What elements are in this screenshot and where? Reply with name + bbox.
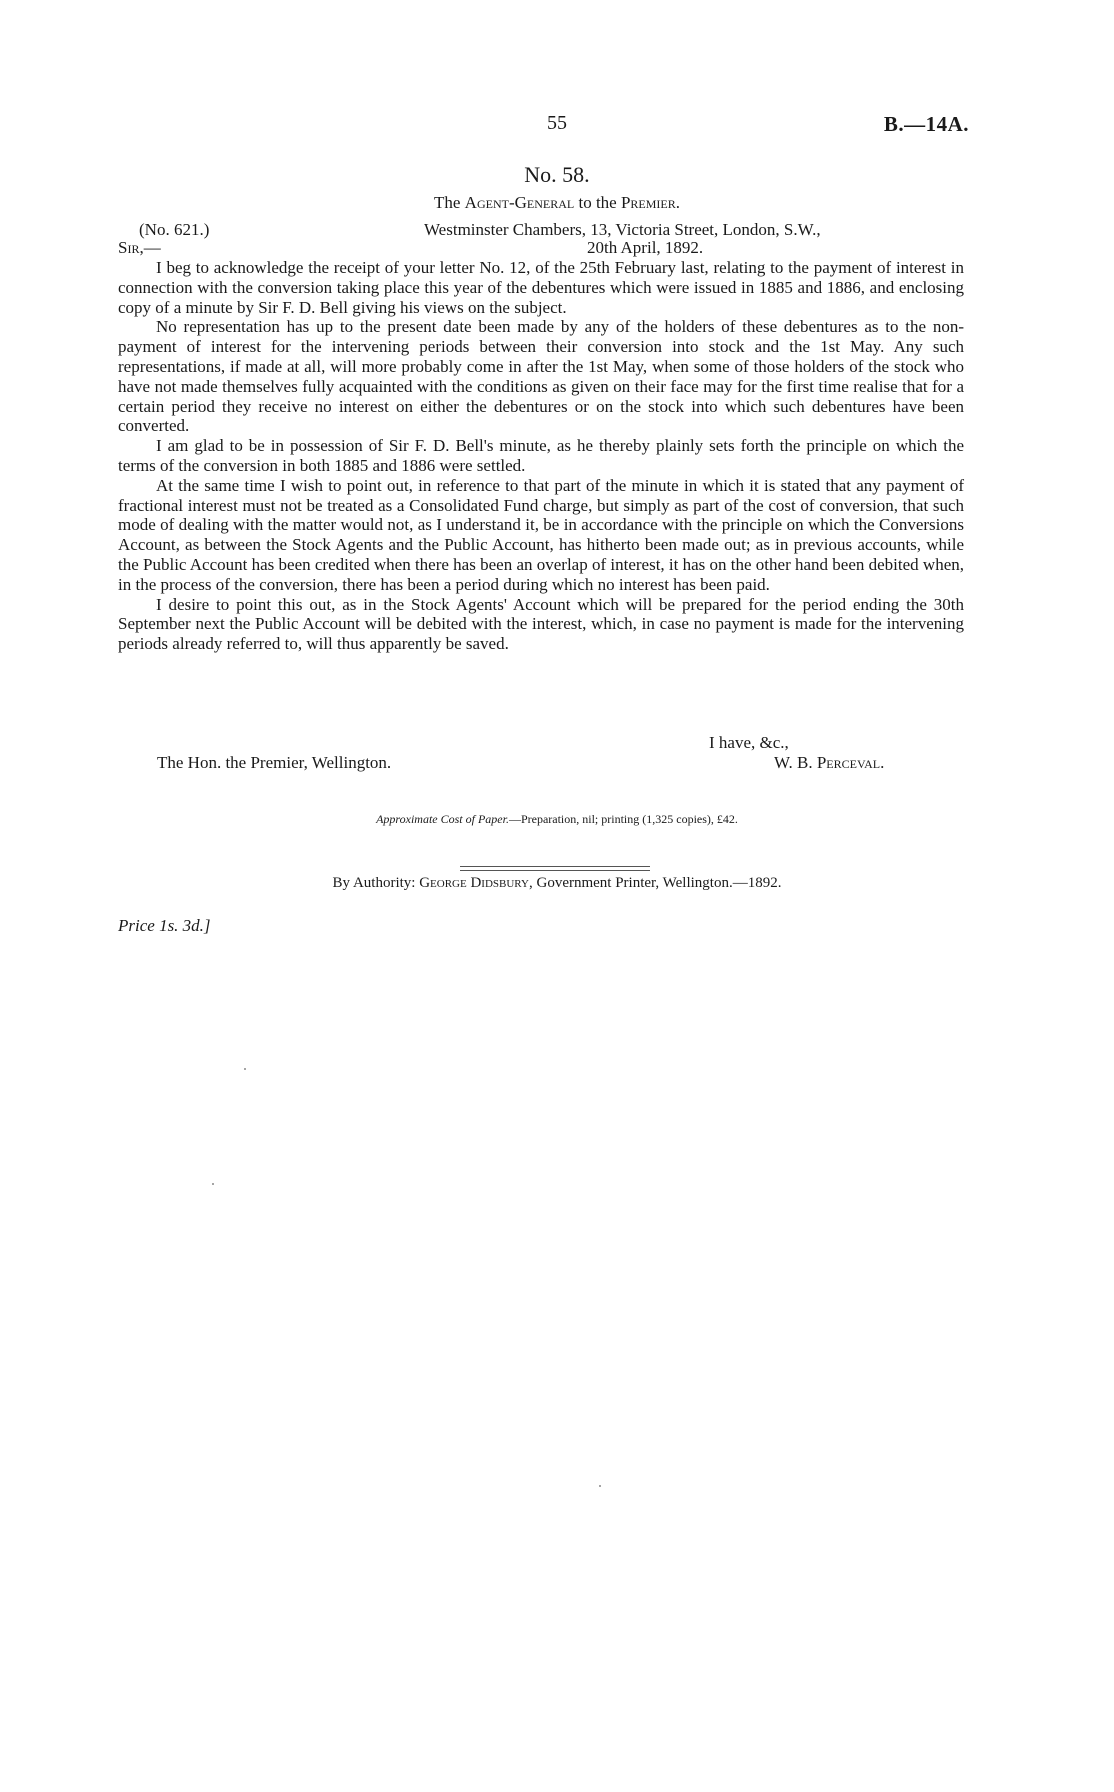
signature-name: Perceval.	[816, 753, 885, 772]
subtitle-recipient: Premier.	[620, 193, 681, 212]
cost-label: Approximate Cost of Paper.	[376, 812, 509, 826]
addressee: The Hon. the Premier, Wellington.	[157, 753, 392, 772]
scan-speck	[599, 1485, 601, 1487]
price: Price 1s. 3d.]	[118, 916, 211, 935]
closing: I have, &c.,	[709, 733, 789, 752]
document-subtitle	[0, 193, 1114, 213]
printer-line	[0, 875, 1114, 892]
letter-date: 20th April, 1892.	[587, 238, 704, 257]
divider-rule	[460, 866, 650, 867]
divider-rule	[460, 870, 650, 871]
document-number: No. 58.	[524, 162, 590, 187]
subtitle-to: to the	[578, 193, 617, 212]
subtitle-sender: Agent-General	[464, 193, 575, 212]
scan-speck	[212, 1183, 214, 1185]
scan-speck	[244, 1068, 246, 1070]
printer-suffix: , Government Printer, Wellington.—1892.	[528, 875, 782, 891]
paragraph: I am glad to be in possession of Sir F. D. Bell's minute, as he thereby plainly sets forth the principle on which the terms of the conversion in both 1885 and 1886 were settled.	[118, 436, 964, 475]
paragraph: At the same time I wish to point out, in reference to that part of the minute in which it is stated that any payment of fractional interest must not be treated as a Consolidated Fund charge, but simply as part of the cost of conversion, that such mode of dealing with the matter would not, as I understand it, be in accordance with the principle on which the Conversions Account, as between the Stock Agents and the Public Account, has hitherto been made out; as in previous accounts, while the Public Account has been credited when there has been an overlap of interest, it has on the other hand been debited when, in the process of the conversion, there has been a period during which no interest has been paid.	[118, 475, 964, 594]
paragraph: I desire to point this out, as in the Stock Agents' Account which will be prepared for the period ending the 30th September next the Public Account will be debited with the interest, which, in case no payment is made for the intervening periods already referred to, will thus apparently be saved.	[118, 594, 964, 654]
paragraph: I beg to acknowledge the receipt of your letter No. 12, of the 25th February last, relating to the payment of interest in connection with the conversion taking place this year of the debentures which were issued in 1885 and 1886, and enclosing copy of a minute by Sir F. D. Bell giving his views on the subject.	[118, 258, 964, 317]
signature-initials: W. B.	[774, 753, 813, 772]
letter-reference: (No. 621.)	[139, 220, 210, 239]
cost-text: —Preparation, nil; printing (1,325 copies), £42.	[508, 812, 738, 826]
reference-code: B.—14A.	[883, 112, 969, 136]
signature	[774, 753, 884, 773]
paragraph: No representation has up to the present date been made by any of the holders of these debentures as to the non-payment of interest for the intervening periods between their conversion into stock and the 1st May. Any such representations, if made at all, will more probably come in after the 1st May, when some of those holders of the stock who have not made themselves fully acquainted with the conditions as given on their face may for the first time realise that for a certain period they receive no interest on either the debentures or on the stock into which such debentures have been converted.	[118, 317, 964, 436]
page-number: 55	[547, 112, 567, 134]
cost-note	[0, 812, 1114, 827]
salutation: Sir,—	[118, 238, 161, 257]
letter-body	[118, 258, 964, 654]
printer-name: George Didsbury	[419, 875, 529, 891]
authority-prefix: By Authority:	[332, 875, 416, 891]
subtitle-the: The	[433, 193, 461, 212]
letter-address: Westminster Chambers, 13, Victoria Street, London, S.W.,	[424, 220, 821, 239]
